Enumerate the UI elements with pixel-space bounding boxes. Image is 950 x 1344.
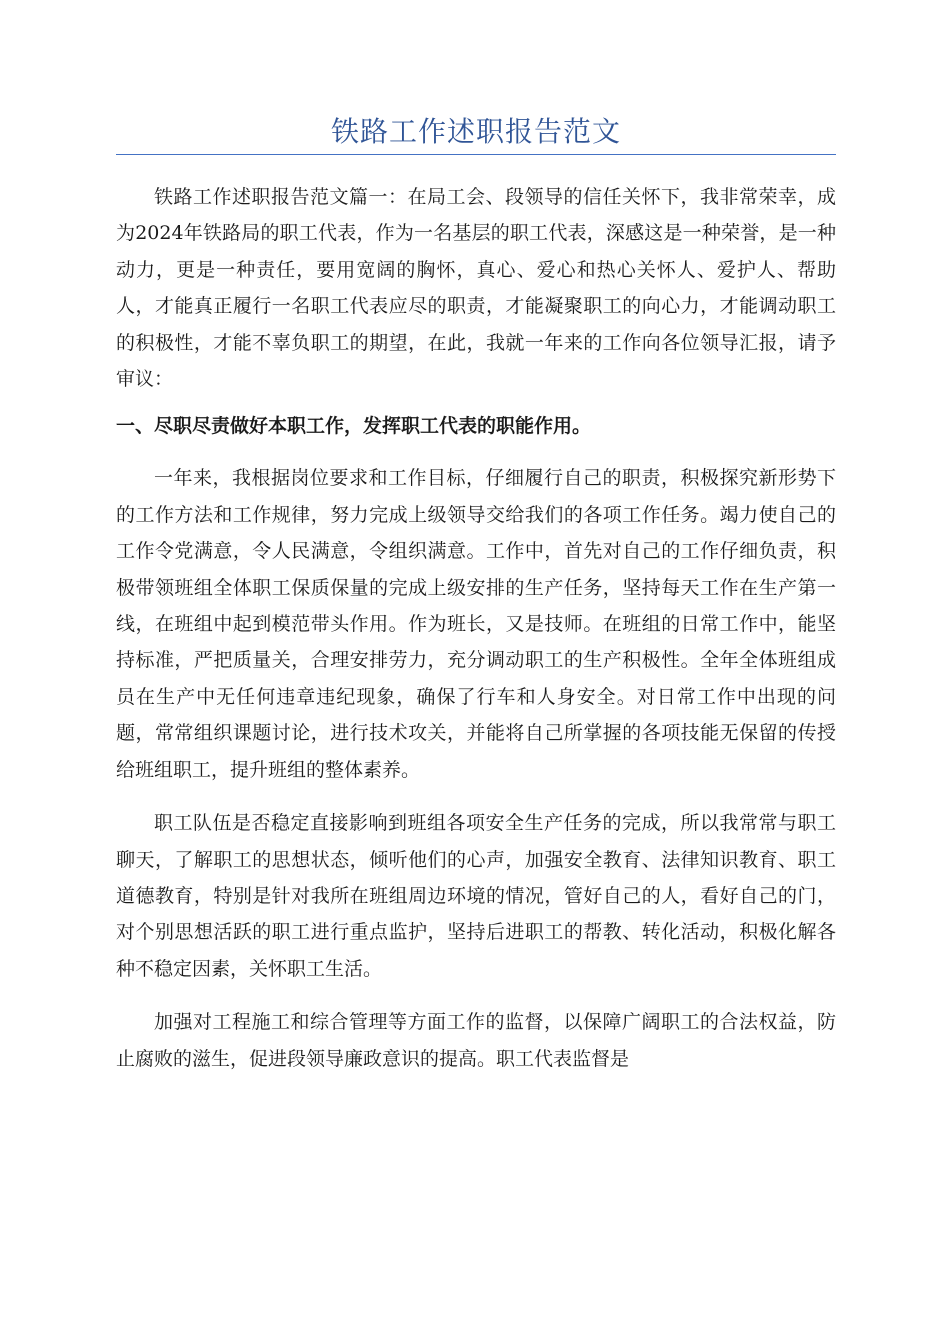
- paragraph-intro: 铁路工作述职报告范文篇一：在局工会、段领导的信任关怀下，我非常荣幸，成为2024年铁路局的职工代表，作为一名基层的职工代表，深感这是一种荣誉，是一种动力，更是一种责任，要用宽阔的胸怀，真心、爱心和热心关怀人、爱护人、帮助人，才能真正履行一名职工代表应尽的职责，才能凝聚职工的向心力，才能调动职工的积极性，才能不辜负职工的期望，在此，我就一年来的工作向各位领导汇报，请予审议：: [116, 186, 836, 391]
- document-page: [116, 112, 836, 1077]
- document-title: 铁路工作述职报告范文: [330, 115, 621, 148]
- section-heading-1: 一、尽职尽责做好本职工作，发挥职工代表的职能作用。: [116, 415, 592, 438]
- paragraph-supervision: 加强对工程施工和综合管理等方面工作的监督，以保障广阔职工的合法权益，防止腐败的滋生，促进段领导廉政意识的提高。职工代表监督是: [116, 1011, 836, 1070]
- title-underline: [116, 154, 836, 155]
- paragraph-work-duties: 一年来，我根据岗位要求和工作目标，仔细履行自己的职责，积极探究新形势下的工作方法和工作规律，努力完成上级领导交给我们的各项工作任务。竭力使自己的工作令党满意，令人民满意，令组织满意。工作中，首先对自己的工作仔细负责，积极带领班组全体职工保质保量的完成上级安排的生产任务，坚持每天工作在生产第一线，在班组中起到模范带头作用。作为班长，又是技师。在班组的日常工作中，能坚持标准，严把质量关，合理安排劳力，充分调动职工的生产积极性。全年全体班组成员在生产中无任何违章违纪现象，确保了行车和人身安全。对日常工作中出现的问题，常常组织课题讨论，进行技术攻关，并能将自己所掌握的各项技能无保留的传授给班组职工，提升班组的整体素养。: [116, 467, 836, 781]
- paragraph-team-stability: 职工队伍是否稳定直接影响到班组各项安全生产任务的完成，所以我常常与职工聊天，了解职工的思想状态，倾听他们的心声，加强安全教育、法律知识教育、职工道德教育，特别是针对我所在班组周边环境的情况，管好自己的人，看好自己的门，对个别思想活跃的职工进行重点监护，坚持后进职工的帮教、转化活动，积极化解各种不稳定因素，关怀职工生活。: [116, 812, 836, 980]
